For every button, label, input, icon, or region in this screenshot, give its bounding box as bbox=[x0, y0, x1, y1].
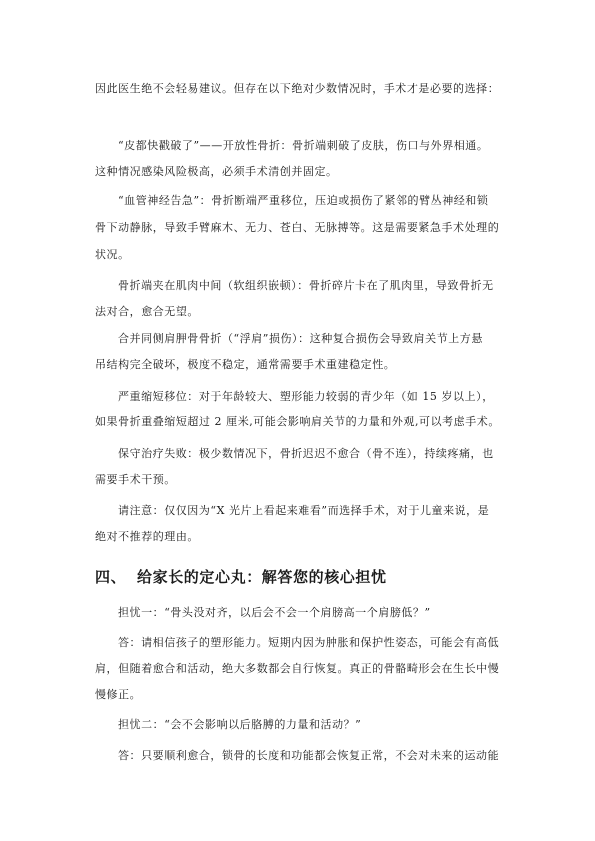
section-title: 给家长的定心丸：解答您的核心担忧 bbox=[137, 568, 387, 586]
worry2-answer-line-1: 答：只要顺利愈合，锁骨的长度和功能都会恢复正常，不会对未来的运动能 bbox=[118, 749, 500, 762]
paragraph-floating-shoulder-line-1: 合并同侧肩胛骨骨折（“浮肩”损伤）：这种复合损伤会导致肩关节上方悬 bbox=[118, 332, 483, 345]
worry2-question: 担忧二：“会不会影响以后胳膊的力量和活动？” bbox=[118, 718, 362, 731]
paragraph-failed-conservative-line-1: 保守治疗失败：极少数情况下，骨折迟迟不愈合（骨不连），持续疼痛，也 bbox=[118, 447, 494, 460]
paragraph-floating-shoulder-line-2: 吊结构完全破坏，极度不稳定，通常需要手术重建稳定性。 bbox=[95, 358, 396, 371]
paragraph-shortening-line-2: 如果骨折重叠缩短超过 2 厘米,可能会影响肩关节的力量和外观,可以考虑手术。 bbox=[95, 415, 500, 428]
worry1-answer-line-3: 慢修正。 bbox=[95, 688, 142, 701]
section-heading bbox=[95, 568, 387, 586]
worry1-question: 担忧一：“骨头没对齐，以后会不会一个肩膀高一个肩膀低？” bbox=[118, 606, 431, 619]
section-number: 四、 bbox=[95, 568, 127, 586]
paragraph-open-fracture-line-1: “皮都快戳破了”——开放性骨折：骨折端刺破了皮肤，伤口与外界相通。 bbox=[118, 139, 489, 152]
worry1-answer-line-2: 肩，但随着愈合和活动，绝大多数都会自行恢复。真正的骨骼畸形会在生长中慢 bbox=[95, 662, 500, 675]
worry1-answer-line-1: 答：请相信孩子的塑形能力。短期内因为肿胀和保护性姿态，可能会有高低 bbox=[118, 636, 500, 649]
paragraph-note-line-1: 请注意：仅仅因为“X 光片上看起来难看”而选择手术，对于儿童来说，是 bbox=[118, 504, 490, 517]
paragraph-nerve-line-3: 状况。 bbox=[95, 248, 130, 261]
paragraph-shortening-line-1: 严重缩短移位：对于年龄较大、塑形能力较弱的青少年（如 15 岁以上）， bbox=[118, 390, 494, 403]
paragraph-intro: 因此医生绝不会轻易建议。但存在以下绝对少数情况时，手术才是必要的选择： bbox=[95, 82, 500, 95]
paragraph-nerve-line-1: “血管神经告急”：骨折断端严重移位，压迫或损伤了紧邻的臂丛神经和锁 bbox=[118, 194, 489, 207]
paragraph-open-fracture-line-2: 这种情况感染风险极高，必须手术清创并固定。 bbox=[95, 165, 338, 178]
paragraph-soft-tissue-line-1: 骨折端夹在肌肉中间（软组织嵌顿）：骨折碎片卡在了肌肉里，导致骨折无 bbox=[118, 279, 494, 292]
paragraph-note-line-2: 绝对不推荐的理由。 bbox=[95, 530, 199, 543]
paragraph-failed-conservative-line-2: 需要手术干预。 bbox=[95, 473, 176, 486]
paragraph-nerve-line-2: 骨下动静脉，导致手臂麻木、无力、苍白、无脉搏等。这是需要紧急手术处理的 bbox=[95, 221, 500, 234]
paragraph-soft-tissue-line-2: 法对合，愈合无望。 bbox=[95, 305, 199, 318]
